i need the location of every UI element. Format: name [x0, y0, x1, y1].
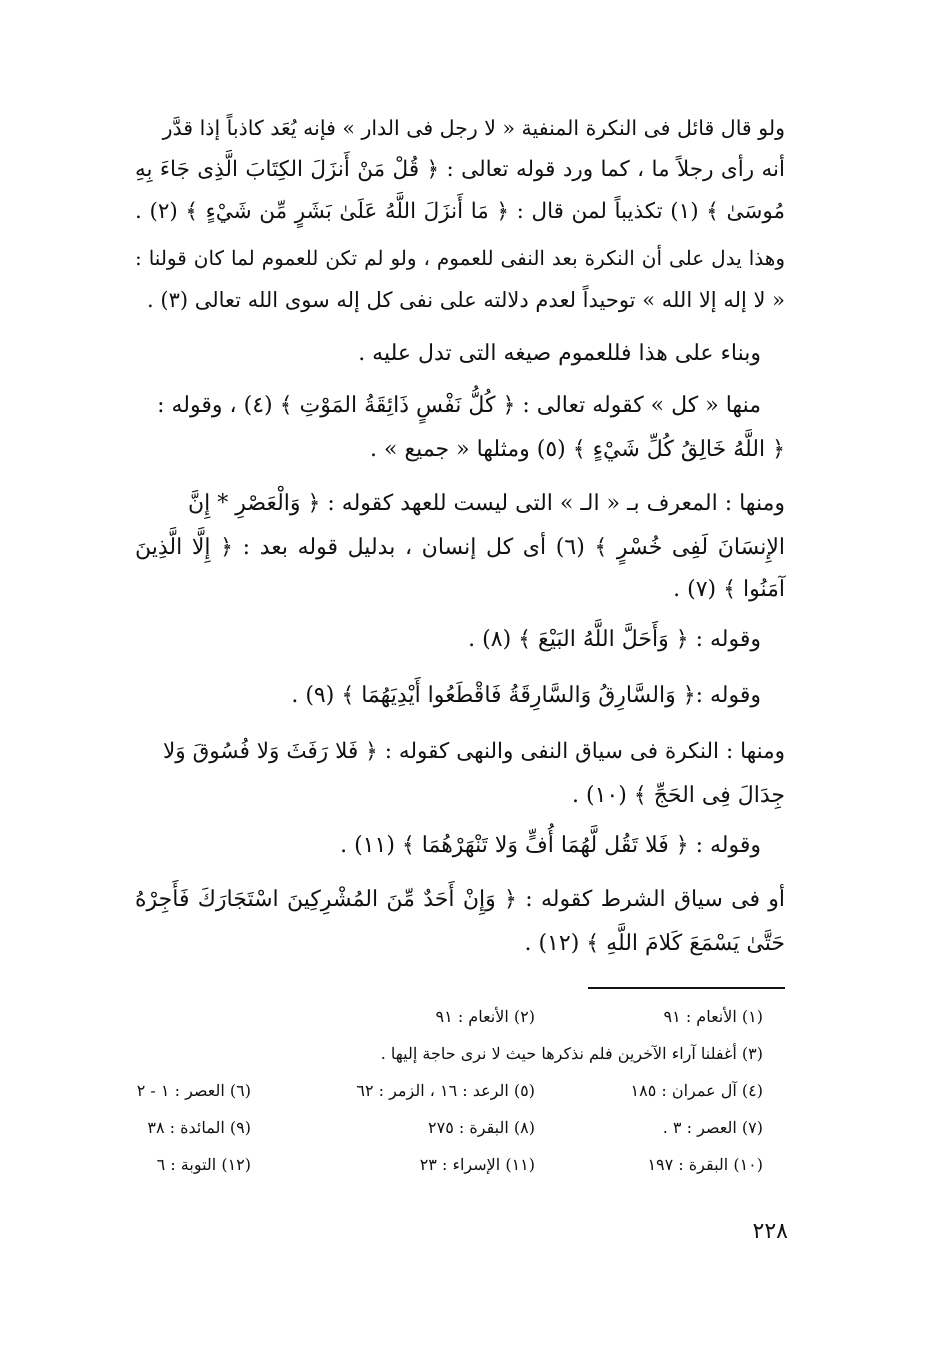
- page-number: ٢٢٨: [752, 1219, 788, 1244]
- footnote-12: (١٢) التوبة : ٦: [156, 1155, 251, 1174]
- text-line-13: وقوله :﴿ وَالسَّارِقُ وَالسَّارِقَةُ فَاقْطَعُوا أَيْدِيَهُمَا ﴾ (٩) .: [291, 683, 761, 708]
- text-line-8: ﴿ اللَّهُ خَالِقُ كُلِّ شَيْءٍ ﴾ (٥) ومثلها « جميع » .: [370, 437, 785, 462]
- footnote-10: (١٠) البقرة : ١٩٧: [647, 1155, 763, 1174]
- footnote-7: (٧) العصر : ٣ .: [662, 1118, 763, 1137]
- text-line-16: وقوله : ﴿ فَلا تَقُل لَّهُمَا أُفٍّ وَلا تَنْهَرْهُمَا ﴾ (١١) .: [340, 833, 761, 858]
- text-line-11: آمَنُوا ﴾ (٧) .: [673, 577, 785, 602]
- text-line-18: حَتَّىٰ يَسْمَعَ كَلامَ اللَّهِ ﴾ (١٢) .: [524, 931, 785, 956]
- footnote-6: (٦) العصر : ١ - ٢: [136, 1081, 251, 1100]
- text-line-4: وهذا يدل على أن النكرة بعد النفى للعموم ، ولو لم تكن للعموم لما كان قولنا :: [135, 246, 785, 270]
- text-line-7: منها « كل » كقوله تعالى : ﴿ كُلُّ نَفْسٍ ذَائِقَةُ المَوْتِ ﴾ (٤) ، وقوله :: [157, 393, 761, 418]
- footnote-separator: [588, 987, 785, 989]
- text-line-10: الإِنسَانَ لَفِى خُسْرٍ ﴾ (٦) أى كل إنسان ، بدليل قوله بعد : ﴿ إِلَّا الَّذِينَ: [135, 535, 785, 560]
- text-line-5: « لا إله إلا الله » توحيداً لعدم دلالته على نفى كل إله سوى الله تعالى (٣) .: [147, 288, 785, 312]
- footnote-1: (١) الأنعام : ٩١: [663, 1007, 763, 1026]
- footnote-4: (٤) آل عمران : ١٨٥: [630, 1081, 763, 1100]
- text-line-12: وقوله : ﴿ وَأَحَلَّ اللَّهُ البَيْعَ ﴾ (٨) .: [468, 627, 761, 652]
- text-line-17: أو فى سياق الشرط كقوله : ﴿ وَإِنْ أَحَدٌ مِّنَ المُشْرِكِينَ اسْتَجَارَكَ فَأَجِرْهُ: [135, 887, 785, 912]
- footnote-2: (٢) الأنعام : ٩١: [435, 1007, 535, 1026]
- text-line-15: جِدَالَ فِى الحَجِّ ﴾ (١٠) .: [572, 783, 785, 808]
- footnote-5: (٥) الرعد : ١٦ ، الزمر : ٦٢: [356, 1081, 535, 1100]
- text-line-1: ولو قال قائل فى النكرة المنفية « لا رجل فى الدار » فإنه يُعَد كاذباً إذا قدَّر: [162, 116, 785, 140]
- text-line-9: ومنها : المعرف بـ « الـ » التى ليست للعهد كقوله : ﴿ وَالْعَصْرِ * إِنَّ: [188, 491, 785, 516]
- text-line-6: وبناء على هذا فللعموم صيغه التى تدل عليه .: [358, 341, 761, 366]
- footnote-11: (١١) الإسراء : ٢٣: [419, 1155, 535, 1174]
- footnote-9: (٩) المائدة : ٣٨: [147, 1118, 251, 1137]
- text-line-2: أنه رأى رجلاً ما ، كما ورد قوله تعالى : ﴿ قُلْ مَنْ أَنزَلَ الكِتَابَ الَّذِى جَاءَ بِهِ: [135, 157, 785, 182]
- text-line-14: ومنها : النكرة فى سياق النفى والنهى كقوله : ﴿ فَلا رَفَثَ وَلا فُسُوقَ وَلا: [163, 739, 785, 764]
- text-line-3: مُوسَىٰ ﴾ (١) تكذيباً لمن قال : ﴿ مَا أَنزَلَ اللَّهُ عَلَىٰ بَشَرٍ مِّن شَيْءٍ ﴾ (٢) .: [135, 199, 786, 224]
- footnote-8: (٨) البقرة : ٢٧٥: [428, 1118, 535, 1137]
- footnote-3: (٣) أغفلنا آراء الآخرين فلم نذكرها حيث لا نرى حاجة إليها .: [380, 1044, 763, 1063]
